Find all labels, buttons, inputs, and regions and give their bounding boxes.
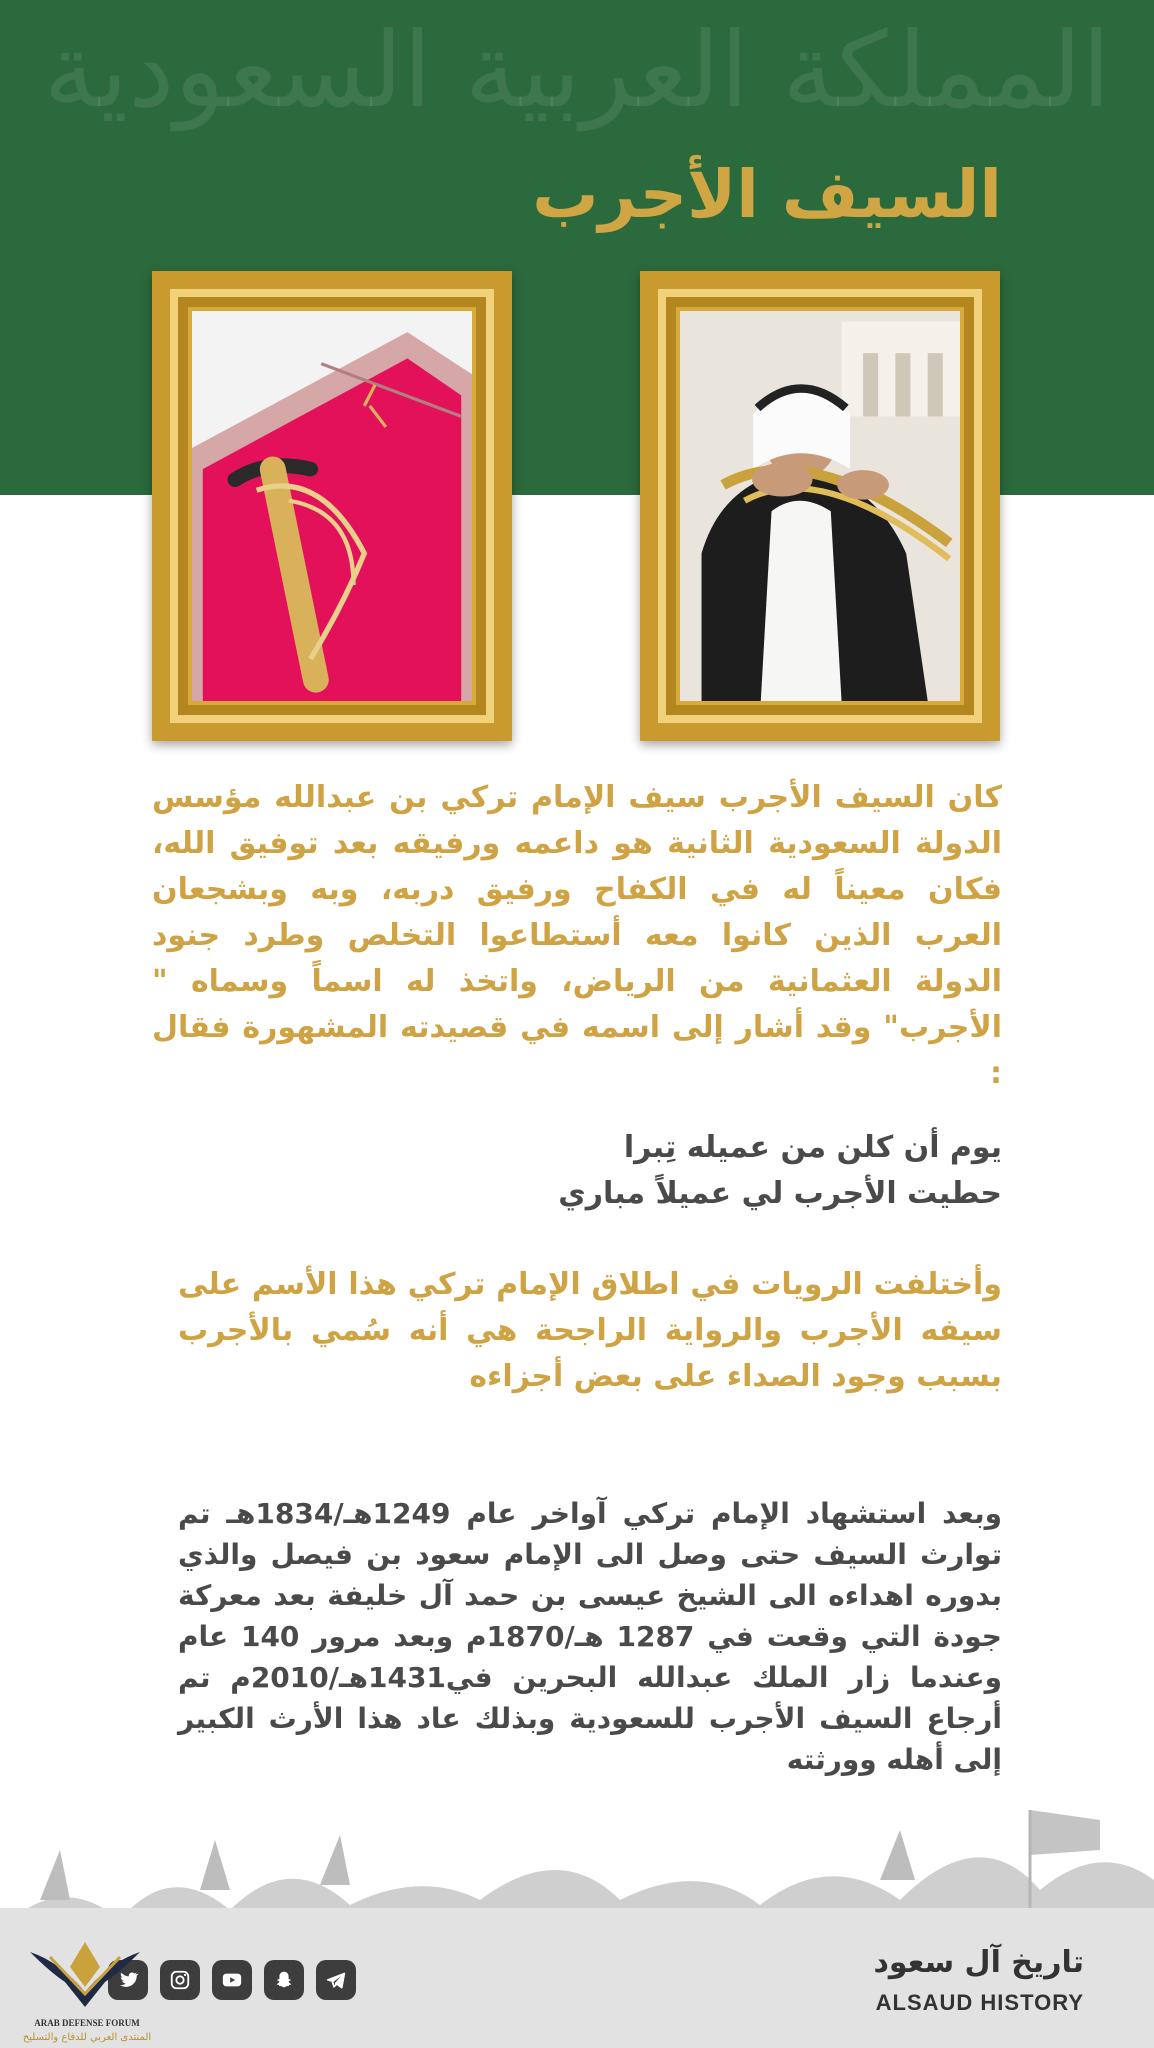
sword-photo-frame (152, 271, 512, 741)
naming-paragraph: وأختلفت الرويات في اطلاق الإمام تركي هذا الأسم على سيفه الأجرب والرواية الراجحة هي أنه سُمي بالأجرب بسبب وجود الصداء على بعض أجزاءه (178, 1267, 1002, 1394)
calligraphy-watermark: المملكة العربية السعودية (43, 9, 1111, 131)
forum-name: ARAB DEFENSE FORUM (34, 2018, 140, 2028)
poem-verse (152, 1125, 1002, 1217)
brand-name-arabic: تاريخ آل سعود (873, 1945, 1084, 1980)
king-photo-frame (640, 271, 1000, 741)
instagram-icon[interactable] (160, 1960, 200, 2000)
verse-line: حطيت الأجرب لي عميلاً مباري (558, 1176, 1002, 1211)
intro-paragraph: كان السيف الأجرب سيف الإمام تركي بن عبدالله مؤسس الدولة السعودية الثانية هو داعمه ورفيقه بعد توفيق الله، فكان معيناً له في الكفاح ورفيق دربه، وبه وبشجعان العرب الذين كانوا معه أستطاعوا التخلص وطرد جنود الدولة العثمانية من الرياض، واتخذ له اسماً وسماه " الأجرب" وقد أشار إلى اسمه في قصيدته المشهورة فقال : (152, 780, 1002, 1091)
king-photo (680, 311, 960, 701)
forum-name-arabic: المنتدى العربي للدفاع والتسليح (22, 2032, 152, 2043)
telegram-icon[interactable] (316, 1960, 356, 2000)
snapchat-icon[interactable] (264, 1960, 304, 2000)
brand-name-english: ALSAUD HISTORY (875, 1990, 1084, 2015)
sword-photo (192, 311, 472, 701)
verse-line: يوم أن كلن من عميله تِبرا (623, 1130, 1002, 1165)
page-title: السيف الأجرب (532, 156, 1002, 233)
history-paragraph: وبعد استشهاد الإمام تركي آواخر عام 1249هـ/1834هـ تم توارث السيف حتى وصل الى الإمام سعود بن فيصل والذي بدوره اهداءه الى الشيخ عيسى بن حمد آل خليفة بعد معركة جودة التي وقعت في 1287 هـ/1870م وبعد مرور 140 عام وعندما زار الملك عبدالله البحرين في1431هـ/2010م تم أرجاع السيف الأجرب للسعودية وبذلك عاد هذا الأرث الكبير إلى أهله وورثته (178, 1497, 1003, 1776)
youtube-icon[interactable] (212, 1960, 252, 2000)
